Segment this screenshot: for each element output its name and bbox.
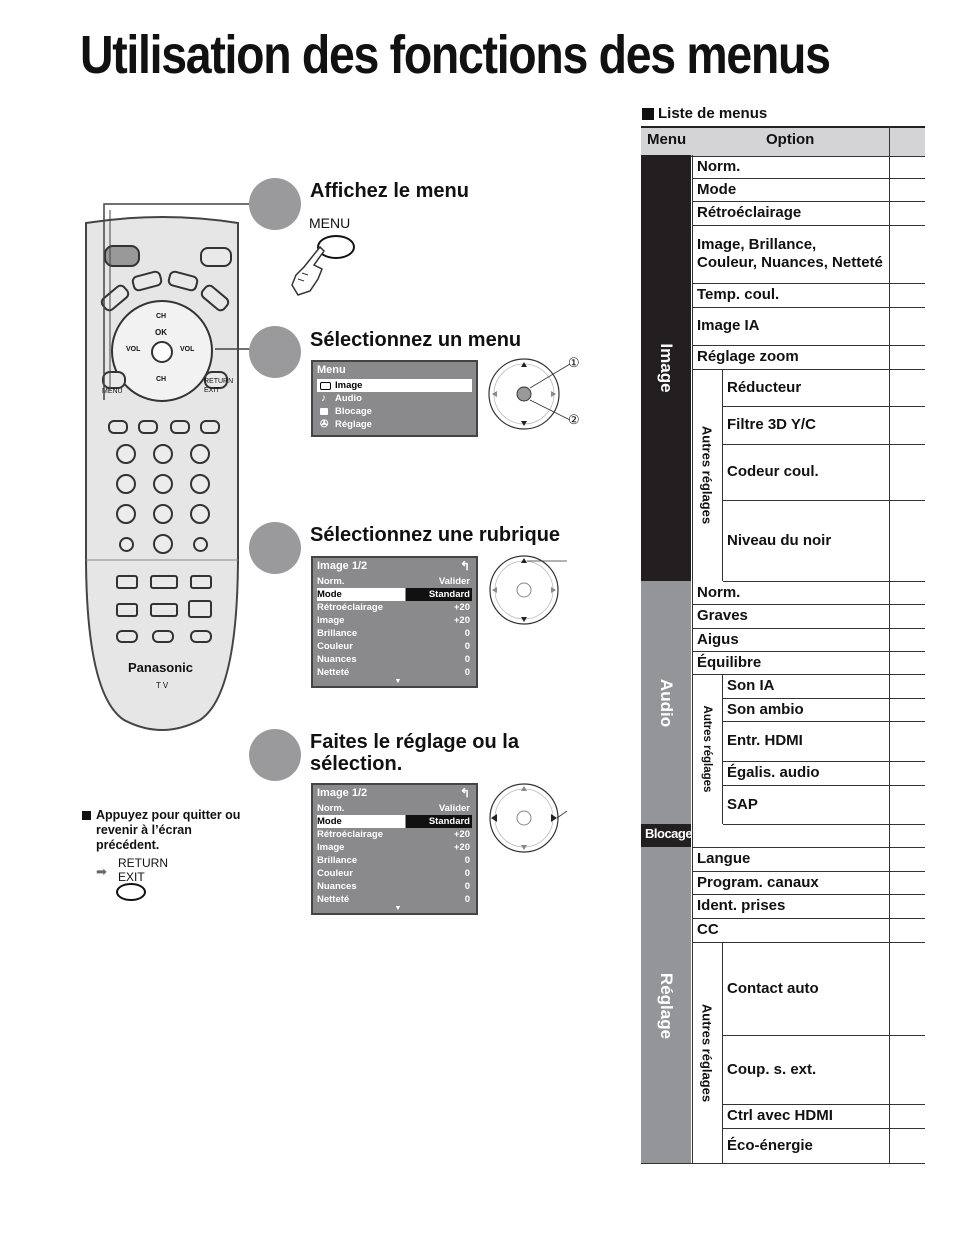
image-osd-title-2: Image 1/2 (317, 787, 368, 799)
list-item: Contact auto (723, 942, 925, 1036)
step-2-heading: Sélectionnez un menu (310, 329, 522, 351)
bullet-square-icon (642, 108, 654, 120)
list-item: Niveau du noir (723, 500, 925, 582)
list-item: SAP (723, 785, 925, 825)
remote-menu-label: MENU (102, 388, 123, 395)
remote-model-label: TV (156, 681, 171, 690)
step-1-menu-key-label: MENU (309, 215, 351, 231)
osd-row-image[interactable]: Image +20 (317, 615, 470, 626)
list-item: Coup. s. ext. (723, 1035, 925, 1105)
step-2-circle (249, 326, 301, 378)
menu-blocage-block (641, 824, 691, 847)
step-1-circle (249, 178, 301, 230)
callout-1: ① (568, 355, 580, 370)
arrow-right-icon: ➡ (96, 864, 107, 879)
menu-osd-item-blocage[interactable]: Blocage (317, 405, 472, 418)
remote-vol-left-label: VOL (126, 346, 141, 353)
menu-image-block (641, 155, 691, 581)
page-title: Utilisation des fonctions des menus (80, 25, 830, 85)
step-4-circle (249, 729, 301, 781)
quit-exit-label: EXIT (118, 870, 145, 884)
remote-exit-label: EXIT (204, 387, 220, 394)
remote-ch-down-label: CH (156, 376, 167, 383)
remote-vol-right-label: VOL (180, 346, 195, 353)
list-item: Éco-énergie (727, 1136, 813, 1154)
list-item (693, 824, 925, 848)
return-arrow-icon: ↰ (459, 559, 470, 573)
list-item: Rétroéclairage (693, 201, 925, 226)
osd-row-retroeclairage[interactable]: Rétroéclairage +20 (317, 829, 470, 840)
menu-list-heading: Liste de menus (658, 105, 768, 122)
list-item: Réglage zoom (693, 345, 925, 370)
menu-blocage-label: Blocage (645, 826, 693, 841)
bullet-square-icon (82, 811, 91, 820)
osd-row-couleur[interactable]: Couleur 0 (317, 641, 470, 652)
osd-row-norm[interactable]: Norm. Valider (317, 803, 470, 814)
list-item: Aigus (693, 628, 925, 652)
list-item: Image, Brillance, Couleur, Nuances, Netteté (693, 225, 925, 284)
remote-ch-up-label: CH (156, 313, 167, 320)
step-4-dpad-diagram (487, 781, 577, 855)
list-item: Ctrl avec HDMI (723, 1104, 925, 1129)
osd-row-nuances[interactable]: Nuances 0 (317, 881, 470, 892)
remote-ok-label: OK (155, 328, 167, 337)
list-item: Graves (693, 604, 925, 629)
list-item: Entr. HDMI (723, 721, 925, 762)
col-option-header: Option (766, 131, 815, 148)
list-item: Mode (693, 178, 925, 202)
image-osd-title: Image 1/2 (317, 560, 368, 572)
osd-row-nettete[interactable]: Netteté 0 (317, 667, 470, 678)
return-exit-key[interactable] (116, 883, 146, 901)
list-item: Égalis. audio (723, 761, 925, 786)
osd-row-nettete[interactable]: Netteté 0 (317, 894, 470, 905)
menu-osd (311, 360, 478, 437)
quit-return-label: RETURN (118, 856, 168, 870)
return-arrow-icon: ↰ (459, 786, 470, 800)
list-item: Temp. coul. (693, 283, 925, 308)
list-item: Réducteur (723, 369, 925, 407)
note-icon: ♪ (321, 393, 326, 404)
menu-osd-item-image[interactable]: Image (317, 379, 472, 392)
quit-note-text: Appuyez pour quitter ou revenir à l’écran précédent. (96, 808, 241, 852)
osd-row-retroeclairage[interactable]: Rétroéclairage +20 (317, 602, 470, 613)
scroll-down-icon: ▼ (394, 905, 402, 912)
audio-autres-label: Autres réglages (701, 705, 713, 793)
col-menu-header: Menu (647, 131, 687, 148)
menu-osd-item-reglage[interactable]: Réglage ✇ (320, 419, 372, 430)
step-1-heading: Affichez le menu (310, 180, 469, 202)
screen-icon (320, 382, 331, 390)
menu-image-label: Image (657, 343, 676, 393)
image-osd-step4 (311, 783, 478, 915)
callout-2: ② (568, 412, 580, 427)
step-3-heading: Sélectionnez une rubrique (310, 524, 561, 546)
osd-row-nuances[interactable]: Nuances 0 (317, 654, 470, 665)
osd-row-norm[interactable]: Norm. Valider (317, 576, 470, 587)
list-item: Ident. prises (693, 894, 925, 919)
menu-osd-item-audio[interactable]: Audio ♪ (321, 393, 362, 404)
hand-pointer-icon (290, 245, 340, 300)
image-autres-label: Autres réglages (699, 425, 715, 525)
list-item: CC (693, 918, 925, 943)
image-osd-step3 (311, 556, 478, 688)
step-3-dpad-diagram (487, 553, 577, 627)
list-item: Langue (693, 847, 925, 872)
menu-osd-title: Menu (317, 364, 346, 376)
reglage-autres-label: Autres réglages (699, 1003, 715, 1103)
list-item: Codeur coul. (723, 444, 925, 501)
menu-list-table (641, 126, 925, 1164)
list-item: Son ambio (723, 698, 925, 722)
list-item: Program. canaux (693, 871, 925, 895)
remote-return-label: RETURN (204, 378, 234, 385)
osd-row-brillance[interactable]: Brillance 0 (317, 628, 470, 639)
menu-audio-label: Audio (657, 678, 676, 727)
menu-audio-block (641, 581, 691, 824)
osd-row-mode[interactable]: Mode Standard (317, 589, 470, 600)
scroll-down-icon: ▼ (394, 678, 402, 685)
remote-brand-logo: Panasonic (128, 660, 194, 675)
list-item: Équilibre (693, 651, 925, 675)
step-4-heading: Faites le réglage ou la sélection. (310, 731, 519, 775)
step-3-circle (249, 522, 301, 574)
menu-reglage-block (641, 847, 691, 1164)
list-item: Norm. (693, 581, 925, 605)
menu-reglage-label: Réglage (657, 972, 676, 1039)
list-item: Filtre 3D Y/C (723, 406, 925, 445)
osd-row-brillance[interactable]: Brillance 0 (317, 855, 470, 866)
osd-row-image[interactable]: Image +20 (317, 842, 470, 853)
list-item: Norm. (693, 155, 925, 179)
list-item: Son IA (723, 674, 925, 699)
lock-icon (320, 408, 328, 415)
osd-row-mode[interactable]: Mode Standard (317, 816, 470, 827)
wrench-icon: ✇ (320, 419, 329, 430)
osd-row-couleur[interactable]: Couleur 0 (317, 868, 470, 879)
list-item: Image IA (693, 307, 925, 346)
